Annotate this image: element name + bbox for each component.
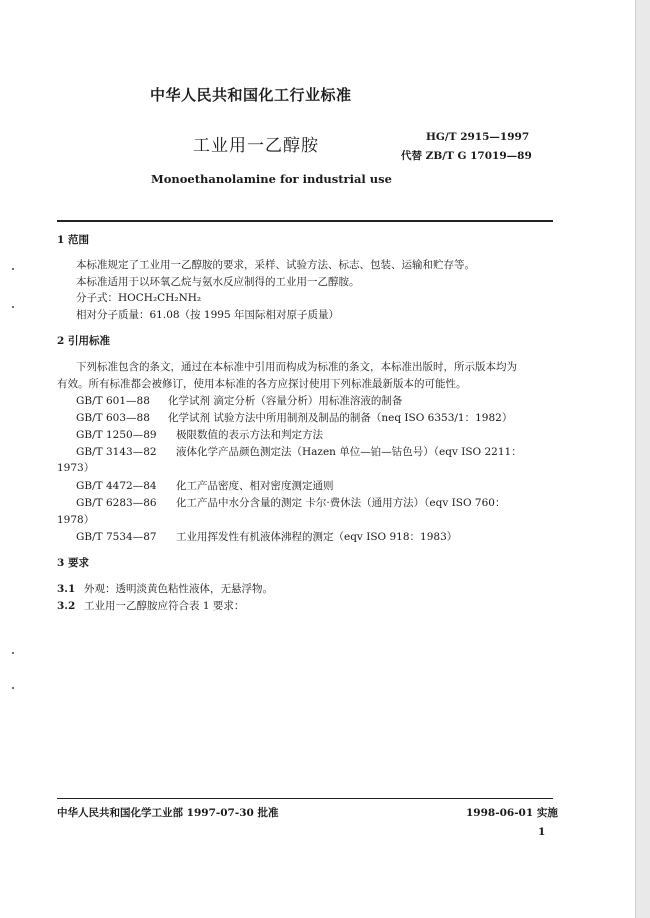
reference-code: GB/T 601—88: [76, 395, 150, 407]
scan-speck: [12, 687, 14, 689]
organization-title: 中华人民共和国化工行业标准: [150, 86, 352, 104]
reference-code: GB/T 1250—89: [76, 429, 157, 441]
reference-title: 极限数值的表示方法和判定方法: [176, 429, 323, 441]
section-2-heading: 2 引用标准: [57, 335, 110, 347]
section-3-heading: 3 要求: [57, 557, 89, 569]
approval-statement: 中华人民共和国化学工业部 1997-07-30 批准: [57, 807, 279, 819]
replaces-standard: 代替 ZB/T G 17019—89: [401, 150, 532, 162]
reference-title: 化学试剂 试验方法中所用制剂及制品的制备（neq ISO 6353/1：1982）: [168, 412, 513, 424]
reference-continuation: 1978）: [57, 514, 95, 526]
document-title-cn: 工业用一乙醇胺: [193, 136, 319, 156]
reference-code: GB/T 6283—86: [76, 497, 157, 509]
page-number: 1: [538, 826, 546, 838]
reference-title: 化工产品中水分含量的测定 卡尔·费休法（通用方法）（eqv ISO 760：: [176, 497, 506, 509]
clause-text: 工业用一乙醇胺应符合表 1 要求：: [84, 600, 245, 612]
reference-code: GB/T 7534—87: [76, 531, 157, 543]
molecular-formula: 分子式：HOCH₂CH₂NH₂: [76, 292, 202, 304]
reference-title: 化工产品密度、相对密度测定通则: [176, 480, 334, 492]
reference-title: 工业用挥发性有机液体沸程的测定（eqv ISO 918：1983）: [176, 531, 458, 543]
molecular-weight: 相对分子质量：61.08（按 1995 年国际相对原子质量）: [76, 309, 339, 321]
section-1-heading: 1 范围: [57, 234, 89, 246]
reference-code: GB/T 4472—84: [76, 480, 157, 492]
reference-code: GB/T 3143—82: [76, 446, 157, 458]
effective-date: 1998-06-01 实施: [466, 807, 558, 819]
reference-title: 液体化学产品颜色测定法（Hazen 单位—铂—钴色号）（eqv ISO 2211：: [176, 446, 522, 458]
reference-continuation: 1973）: [57, 462, 95, 474]
clause-number: 3.2: [57, 600, 76, 612]
section-2-intro: 有效。所有标准都会被修订，使用本标准的各方应探讨使用下列标准最新版本的可能性。: [57, 378, 467, 390]
clause-text: 外观：透明淡黄色粘性液体，无悬浮物。: [84, 583, 273, 595]
scan-speck: [12, 306, 14, 308]
document-title-en: Monoethanolamine for industrial use: [151, 172, 392, 186]
reference-title: 化学试剂 滴定分析（容量分析）用标准溶液的制备: [168, 395, 403, 407]
reference-code: GB/T 603—88: [76, 412, 150, 424]
scan-speck: [12, 652, 14, 654]
scan-speck: [12, 268, 14, 270]
section-2-intro: 下列标准包含的条文，通过在本标准中引用而构成为标准的条文，本标准出版时，所示版本均为: [76, 361, 517, 373]
header-rule: [57, 220, 553, 222]
scan-edge: [635, 0, 650, 918]
footer-rule: [57, 798, 553, 799]
clause-number: 3.1: [57, 583, 76, 595]
section-1-line: 本标准适用于以环氧乙烷与氨水反应制得的工业用一乙醇胺。: [76, 276, 360, 288]
section-1-line: 本标准规定了工业用一乙醇胺的要求，采样、试验方法、标志、包装、运输和贮存等。: [76, 259, 475, 271]
standard-number: HG/T 2915—1997: [426, 131, 530, 143]
